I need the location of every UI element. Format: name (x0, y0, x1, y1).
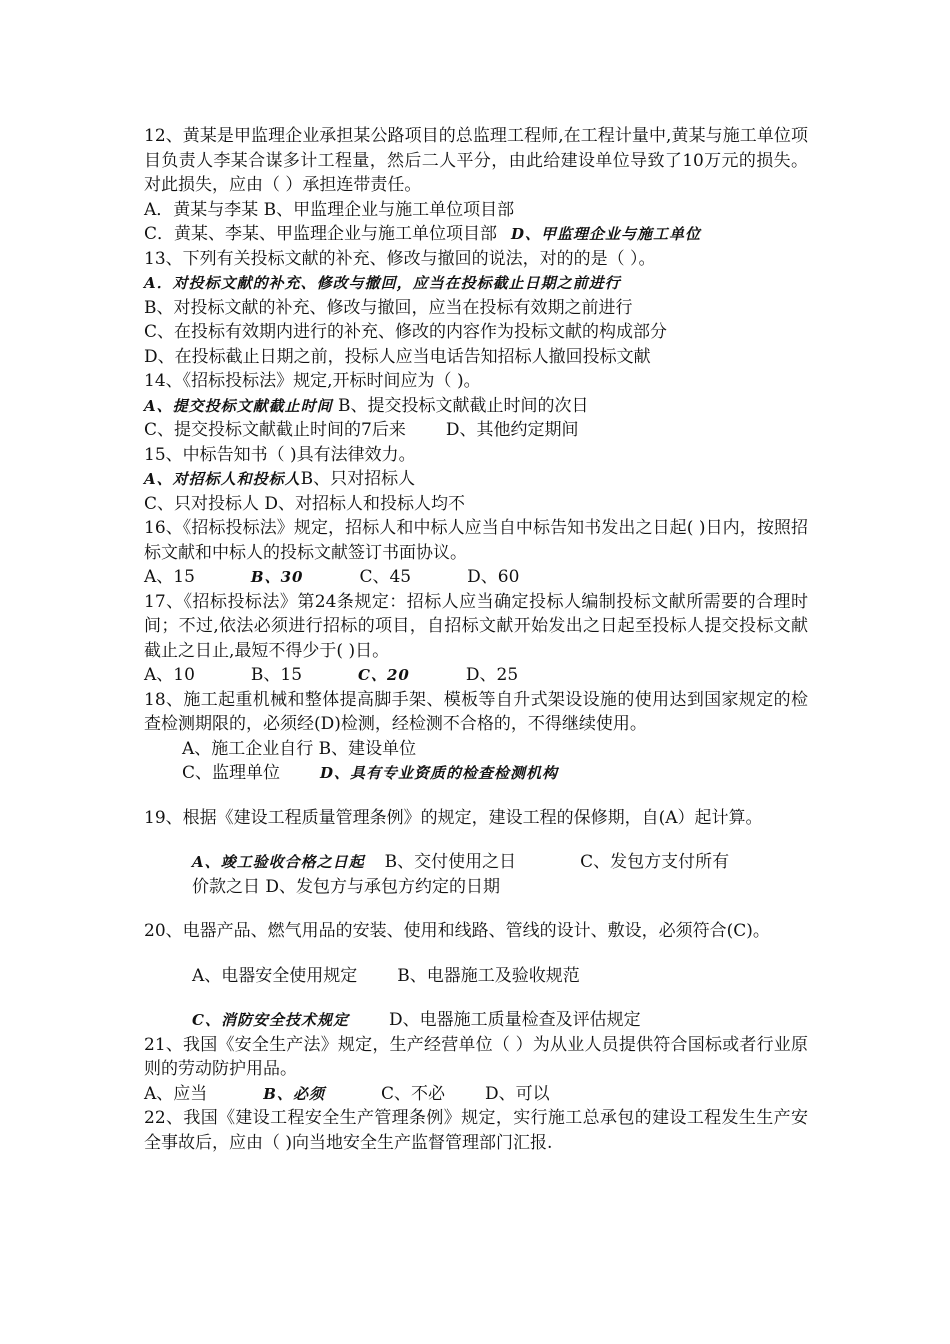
question-21-stem: 21、我国《安全生产法》规定，生产经营单位（ ）为从业人员提供符合国标或者行业原则的劳动防护用品。 (144, 1034, 808, 1079)
paragraph-spacer (144, 899, 808, 919)
question-21-option-d: D、可以 (484, 1083, 550, 1104)
question-13-option-c: C、在投标有效期内进行的补充、修改的内容作为投标文献的构成部分 (144, 322, 668, 342)
question-14-option-a-answer: A、提交投标文献截止时间 (144, 396, 333, 415)
question-21-options (144, 1082, 808, 1107)
question-16-option-b-answer: B、30 (250, 568, 304, 586)
question-18-stem: 18、施工起重机械和整体提高脚手架、模板等自升式架设设施的使用达到国家规定的检查检测期限的，必须经(D)检测，经检测不合格的，不得继续使用。 (144, 689, 808, 734)
question-17-option-c-answer: C、20 (358, 666, 410, 684)
question-14-options-cd (144, 418, 808, 443)
question-20-option-d: D、电器施工质量检查及评估规定 (388, 1010, 641, 1030)
question-14-option-b: B、提交投标文献截止时间的次日 (338, 395, 589, 416)
paragraph-spacer (144, 944, 808, 964)
question-15-option-a-answer: A、对招标人和投标人 (144, 470, 301, 488)
question-16-option-c: C、45 (359, 567, 412, 587)
question-13-option-d: D、在投标截止日期之前，投标人应当电话告知招标人撤回投标文献 (144, 346, 651, 367)
question-12-options-ab: A．黄某与李某 B、甲监理企业与施工单位项目部 (144, 199, 515, 220)
question-19-options-abc (144, 850, 808, 875)
question-12-option-d-answer: D、甲监理企业与施工单位 (511, 225, 702, 243)
question-15-options-cd: C、只对投标人 D、对招标人和投标人均不 (144, 493, 466, 514)
question-22-stem: 22、我国《建设工程安全生产管理条例》规定，实行施工总承包的建设工程发生生产安全事故后，应由（ )向当地安全生产监督管理部门汇报. (144, 1108, 808, 1153)
question-16-stem: 16、《招标投标法》规定，招标人和中标人应当自中标告知书发出之日起( )日内，按照招标文献和中标人的投标文献签订书面协议。 (144, 518, 808, 563)
question-20-option-a: A、电器安全使用规定 (192, 965, 358, 986)
question-12-option-c: C．黄某、李某、甲监理企业与施工单位项目部 (144, 224, 498, 244)
question-13-stem: 13、下列有关投标文献的补充、修改与撤回的说法，对的的是（ ）。 (144, 248, 656, 269)
question-18-option-d-answer: D、具有专业资质的检查检测机构 (320, 764, 559, 782)
question-21-option-b-answer: B、必须 (263, 1084, 325, 1103)
question-20-option-c-answer: C、消防安全技术规定 (192, 1011, 349, 1029)
question-16-option-a: A、15 (144, 567, 195, 587)
question-17-options (144, 663, 808, 688)
question-19-option-c: C、发包方支付所有 (580, 852, 730, 872)
paragraph-spacer (144, 786, 808, 806)
question-12-options-cd (144, 222, 808, 247)
question-14-stem: 14、《招标投标法》规定,开标时间应为（ )。 (144, 371, 481, 391)
question-21-option-a: A、应当 (144, 1083, 208, 1104)
question-14-option-d: D、其他约定期间 (445, 420, 579, 440)
question-15-options-ab (144, 467, 808, 492)
question-19-option-a-answer: A、竣工验收合格之日起 (192, 853, 365, 871)
paragraph-spacer (144, 830, 808, 850)
paragraph-spacer (144, 988, 808, 1008)
question-13-option-a-answer: A．对投标文献的补充、修改与撤回，应当在投标截止日期之前进行 (144, 274, 621, 292)
question-15-option-b: B、只对招标人 (300, 469, 416, 489)
question-18-options-ab: A、施工企业自行 B、建设单位 (182, 738, 417, 759)
question-18-options-cd (144, 761, 808, 786)
question-21-option-c: C、不必 (380, 1083, 445, 1104)
question-19-stem: 19、根据《建设工程质量管理条例》的规定，建设工程的保修期，自(A）起计算。 (144, 807, 763, 828)
question-20-options-cd (144, 1008, 808, 1033)
question-20-stem: 20、电器产品、燃气用品的安装、使用和线路、管线的设计、敷设，必须符合(C)。 (144, 921, 770, 941)
question-19-options-cd-cont: 价款之日 D、发包方与承包方约定的日期 (192, 876, 501, 897)
question-19-option-b: B、交付使用之日 (384, 852, 517, 872)
question-17-option-d: D、25 (465, 665, 519, 685)
question-20-option-b: B、电器施工及验收规范 (397, 965, 580, 986)
question-17-option-a: A、10 (144, 665, 195, 685)
question-20-options-ab (144, 964, 808, 989)
question-list (144, 124, 808, 1155)
question-16-option-d: D、60 (467, 567, 520, 587)
question-14-option-c: C、提交投标文献截止时间的7后来 (144, 420, 406, 440)
question-17-option-b: B、15 (250, 665, 303, 685)
question-18-option-c: C、监理单位 (182, 763, 281, 783)
question-17-stem: 17、《招标投标法》第24条规定：招标人应当确定投标人编制投标文献所需要的合理时间；不过,依法必须进行招标的项目，自招标文献开始发出之日起至投标人提交投标文献截止之日止,最短不得少于( )日。 (144, 591, 808, 661)
question-14-options-ab (144, 394, 808, 419)
question-13-option-b: B、对投标文献的补充、修改与撤回，应当在投标有效期之前进行 (144, 297, 633, 318)
question-12-stem: 12、黄某是甲监理企业承担某公路项目的总监理工程师,在工程计量中,黄某与施工单位项目负责人李某合谋多计工程量，然后二人平分，由此给建设单位导致了10万元的损失。对此损失，应由（ ）承担连带责任。 (144, 126, 808, 195)
question-16-options (144, 565, 808, 590)
question-15-stem: 15、中标告知书（ )具有法律效力。 (144, 444, 416, 465)
